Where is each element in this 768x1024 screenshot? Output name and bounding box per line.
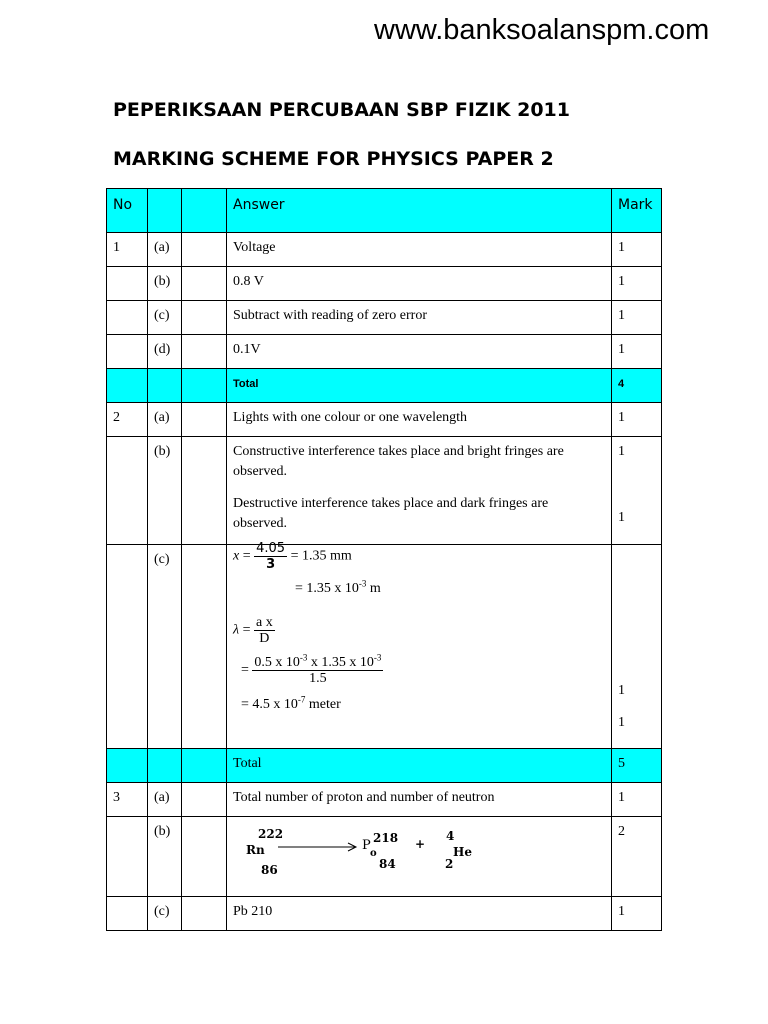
fraction-numerator: a x	[255, 615, 273, 630]
exam-title: PEPERIKSAAN PERCUBAAN SBP FIZIK 2011	[113, 99, 570, 121]
part-label: (c)	[148, 897, 182, 931]
marking-scheme-table	[106, 188, 662, 931]
question-number: 2	[107, 403, 148, 437]
fraction-denominator: D	[259, 631, 270, 646]
rn-mass-number: 222	[258, 827, 284, 841]
table-row	[107, 233, 662, 267]
table-row	[107, 897, 662, 931]
mark-value: 1	[612, 403, 662, 437]
answer-text: Total number of proton and number of neutron	[227, 783, 612, 817]
reaction-arrow-icon	[278, 842, 360, 852]
answer-text: Voltage	[227, 233, 612, 267]
total-row	[107, 749, 662, 783]
part-label: (a)	[148, 783, 182, 817]
mark-value: 1	[612, 335, 662, 369]
po-symbol: P	[362, 838, 371, 853]
header-answer: Answer	[227, 189, 612, 233]
mark-value: 1	[612, 783, 662, 817]
part-label: (b)	[148, 437, 182, 545]
mark-value: 1	[612, 267, 662, 301]
calculation-cell: x = $\frac{4.05}{3}$ = 1.35 mm = 1.35 x $10^{-3}$ m λ = $\frac{\text{a x}}{D}$ = $\frac{0.5 x 10^{-3} x 1.35 x 10^{-3}}{1.5}$ = 4.5 x $10^{-7}$ meter	[227, 545, 612, 749]
mark-value: 2	[612, 817, 662, 897]
table-row	[107, 817, 662, 897]
table-row	[107, 267, 662, 301]
mark-value: 1	[612, 233, 662, 267]
table-row	[107, 403, 662, 437]
he-symbol: He	[453, 845, 472, 859]
part-label: (b)	[148, 817, 182, 897]
part-label: (a)	[148, 403, 182, 437]
table-row	[107, 545, 662, 749]
po-mass-number: 218	[373, 831, 399, 845]
po-atomic-number: 84	[379, 857, 396, 871]
answer-text: Constructive interference takes place and bright fringes are observed.	[233, 444, 564, 479]
table-header-row	[107, 189, 662, 233]
x-result-scientific: = 1.35 x 10	[295, 581, 359, 596]
answer-text: 0.8 V	[227, 267, 612, 301]
part-label: (d)	[148, 335, 182, 369]
answer-text: Pb 210	[227, 897, 612, 931]
decay-equation: 222 Rn 86 218 P o 84 + 4 He 2	[227, 817, 612, 897]
fraction-denominator: 1.5	[309, 671, 327, 686]
x-result: = 1.35 mm	[290, 548, 352, 564]
mark-value: 1	[612, 897, 662, 931]
table-row	[107, 335, 662, 369]
answer-text: Lights with one colour or one wavelength	[227, 403, 612, 437]
header-no: No	[107, 189, 148, 233]
total-mark: 4	[618, 378, 625, 390]
table-row	[107, 301, 662, 335]
rn-symbol: Rn	[246, 843, 265, 857]
answer-text: Destructive interference takes place and dark fringes are observed.	[233, 496, 549, 531]
mark-value: 1	[618, 444, 625, 459]
fraction-denominator: 3	[266, 557, 276, 572]
part-label: (b)	[148, 267, 182, 301]
part-label: (c)	[148, 301, 182, 335]
rn-atomic-number: 86	[261, 863, 278, 877]
marking-scheme-title: MARKING SCHEME FOR PHYSICS PAPER 2	[113, 148, 554, 170]
question-number: 3	[107, 783, 148, 817]
he-atomic-number: 2	[445, 857, 454, 871]
total-row	[107, 369, 662, 403]
variable-x: x	[233, 548, 240, 564]
mark-value: 1	[618, 683, 625, 698]
total-mark: 5	[612, 749, 662, 783]
variable-lambda: λ	[233, 622, 240, 638]
total-label: Total	[233, 378, 259, 390]
table-row	[107, 783, 662, 817]
fraction-numerator: 4.05	[256, 541, 286, 556]
question-number: 1	[107, 233, 148, 267]
total-label: Total	[227, 749, 612, 783]
mark-value: 1	[618, 510, 625, 525]
he-mass-number: 4	[446, 829, 455, 843]
answer-text: 0.1V	[227, 335, 612, 369]
answer-text: Subtract with reading of zero error	[227, 301, 612, 335]
part-label: (c)	[148, 545, 182, 749]
mark-value: 1	[612, 301, 662, 335]
mark-value: 1	[618, 715, 625, 730]
table-row	[107, 437, 662, 545]
final-answer: = 4.5 x 10	[241, 697, 298, 712]
fraction-numerator: 0.5 x $10^{-3}$ x 1.35 x $10^{-3}$	[254, 652, 382, 670]
header-mark: Mark	[612, 189, 662, 233]
watermark-url: www.banksoalanspm.com	[374, 14, 710, 46]
plus-sign: +	[415, 837, 426, 851]
part-label: (a)	[148, 233, 182, 267]
